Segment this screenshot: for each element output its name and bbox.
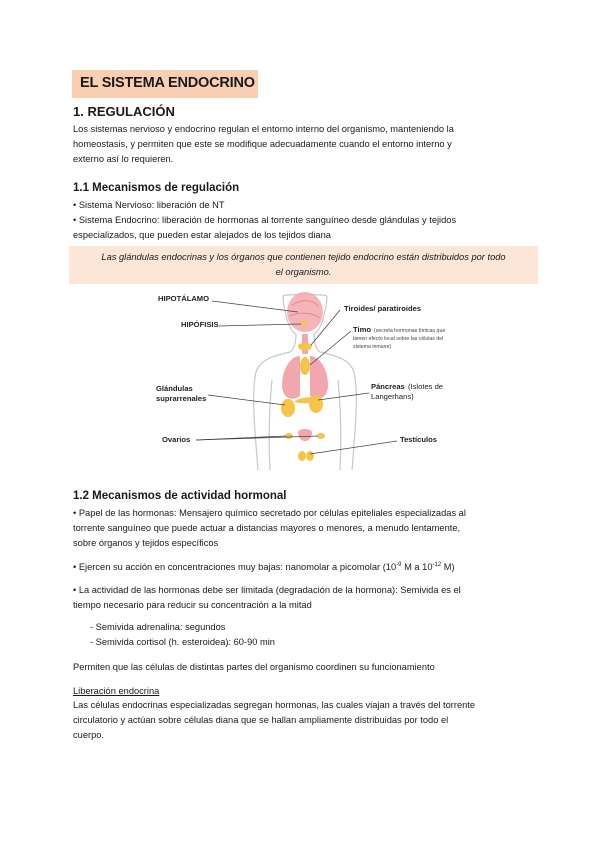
label-pancreas-islotes: (Islotes de: [408, 382, 444, 391]
label-hipotalamo: HIPOTÁLAMO: [158, 294, 210, 303]
label-suprarrenales: Glándulas: [156, 384, 193, 393]
label-timo-desc: tienen efecto local sobre las células del: [353, 336, 444, 342]
left-ovary: [285, 433, 293, 439]
paragraph-line: sobre órganos y tejidos específicos: [73, 538, 219, 548]
exponent: -9: [396, 562, 402, 568]
section-heading-regulacion: 1. REGULACIÓN: [73, 104, 175, 119]
paragraph-line: • La actividad de las hormonas debe ser limitada (degradación de la hormona): Semivida es el: [73, 585, 461, 595]
label-testiculos: Testículos: [400, 435, 437, 444]
concentracion-text: M a 10: [401, 562, 433, 573]
label-tiroides: Tiroides/ paratiroides: [344, 304, 422, 313]
label-suprarrenales: suprarrenales: [156, 394, 207, 403]
thyroid-gland: [298, 343, 312, 351]
label-timo-desc: (secreta hormonas tímicas que: [374, 328, 446, 334]
coordinacion-paragraph: Permiten que las células de distintas partes del organismo coordinen su funcionamiento: [73, 662, 435, 672]
paragraph-line: tiempo necesario para reducir su concentración a la mitad: [73, 600, 312, 610]
label-ovarios: Ovarios: [162, 435, 191, 444]
left-testis: [298, 451, 306, 461]
concentracion-text: M): [441, 562, 455, 573]
semivida-item: - Semivida adrenalina: segundos: [90, 622, 226, 632]
paragraph-line: Las células endocrinas especializadas segregan hormonas, las cuales viajan a través del torrente: [73, 700, 476, 710]
paragraph-line: externo así lo requieren.: [73, 154, 174, 164]
concentracion-text: • Ejercen su acción en concentraciones muy bajas: nanomolar a picomolar (10: [73, 562, 397, 573]
label-hipofisis: HIPÓFISIS: [181, 320, 219, 329]
paragraph-line: homeostasis, y permiten que este se modifique adecuadamente cuando el entorno interno y: [73, 139, 452, 149]
label-timo: Timo: [353, 325, 372, 334]
list-item: • Sistema Endocrino: liberación de hormonas al torrente sanguíneo desde glándulas y tejidos: [73, 215, 457, 225]
right-testis: [306, 451, 314, 461]
papel-hormonas-paragraph: [73, 506, 528, 551]
note-line: Las glándulas endocrinas y los órganos que contienen tejido endocrino están distribuidos por todo: [101, 252, 506, 262]
list-item-continuation: especializados, que pueden estar alejados de los tejidos diana: [73, 230, 331, 240]
left-lung: [282, 356, 300, 399]
label-pancreas-langerhans: Langerhans): [371, 392, 414, 401]
paragraph-line: Los sistemas nervioso y endocrino regulan el entorno interno del organismo, manteniendo la: [73, 124, 454, 134]
exponent: -12: [432, 562, 442, 568]
paragraph-line: circulatorio y actúan sobre células diana que se hallan ampliamente distribuidas por todo el: [73, 715, 449, 725]
paragraph-line: torrente sanguíneo que puede actuar a distancias mayores o menores, a menudo lentamente,: [73, 523, 461, 533]
actividad-paragraph: [73, 583, 528, 613]
pituitary-gland: [301, 321, 307, 327]
concentracion-paragraph: [73, 558, 528, 575]
label-timo-desc: sistema inmune): [353, 344, 392, 350]
left-adrenal-gland: [281, 399, 295, 417]
document-title: EL SISTEMA ENDOCRINO: [80, 75, 255, 91]
paragraph-line: • Papel de las hormonas: Mensajero químico secretado por células epiteliales especializadas al: [73, 508, 466, 518]
liberacion-endocrina-heading: Liberación endocrina: [73, 686, 160, 696]
paragraph-line: cuerpo.: [73, 730, 105, 740]
semivida-item: - Semivida cortisol (h. esteroidea): 60-90 min: [90, 637, 275, 647]
section-heading-mecanismos-regulacion: 1.1 Mecanismos de regulación: [73, 182, 240, 194]
right-ovary: [317, 433, 325, 439]
liberacion-endocrina-paragraph: [73, 698, 528, 743]
note-line: el organismo.: [275, 267, 332, 277]
thymus-gland: [300, 357, 310, 375]
section-heading-actividad-hormonal: 1.2 Mecanismos de actividad hormonal: [73, 490, 287, 502]
label-pancreas: Páncreas: [371, 382, 405, 391]
uterus: [298, 429, 312, 441]
list-item: • Sistema Nervioso: liberación de NT: [73, 200, 225, 210]
